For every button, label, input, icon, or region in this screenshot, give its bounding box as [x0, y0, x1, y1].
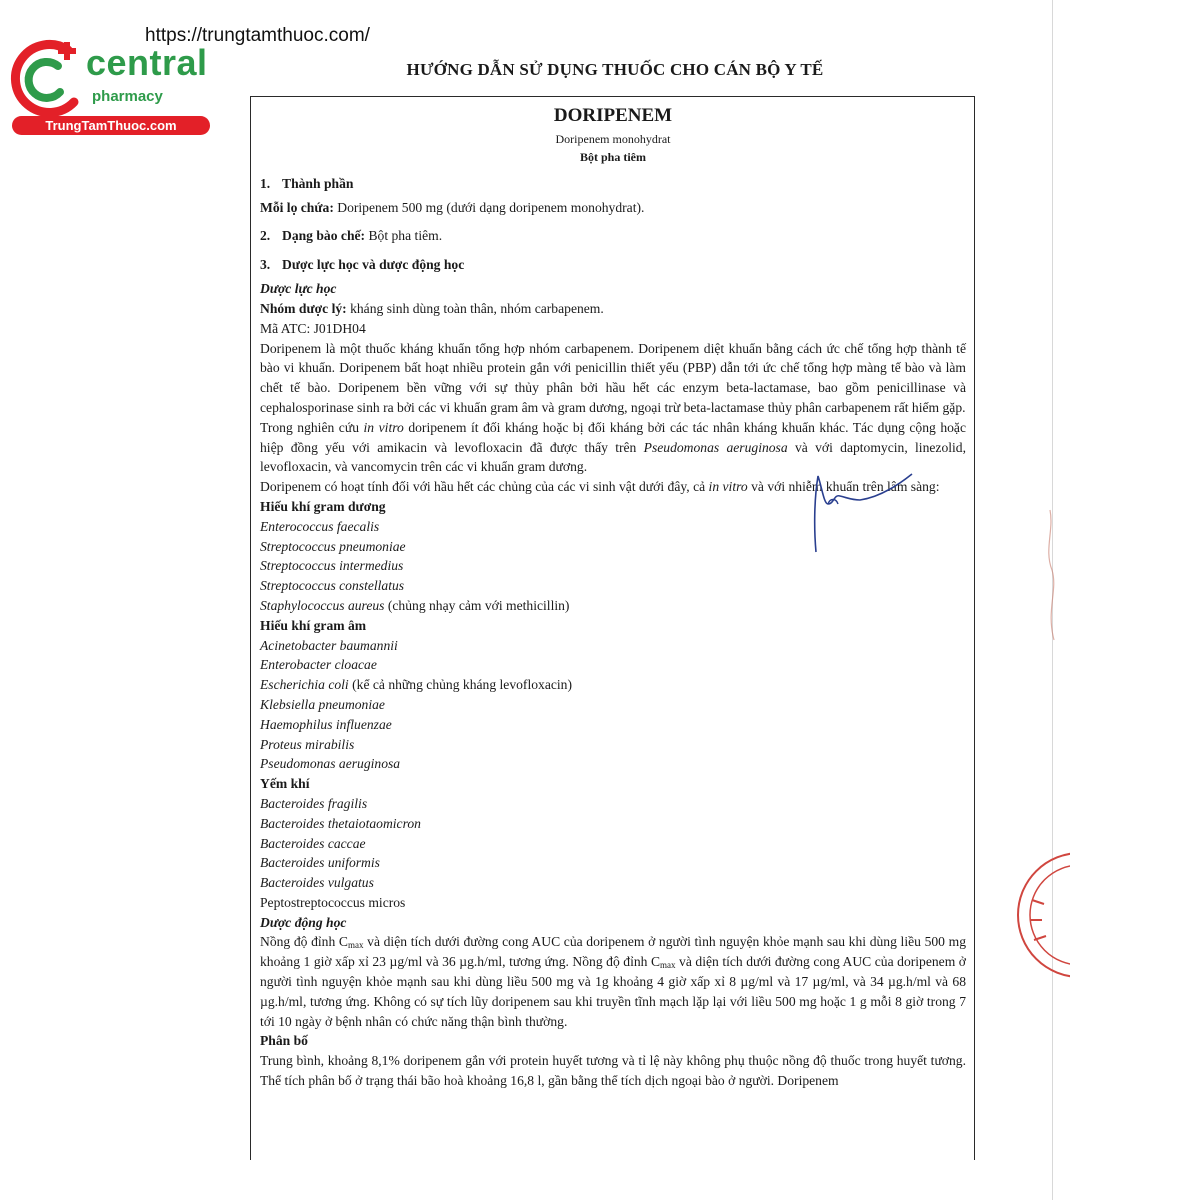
list-item: Proteus mirabilis — [260, 736, 355, 752]
stamp-icon — [1010, 840, 1070, 990]
list-item: Haemophilus influenzae — [260, 716, 392, 732]
list-item: Enterobacter cloacae — [260, 657, 377, 673]
list-item: Staphylococcus aureus (chủng nhạy cảm với methicillin) — [260, 597, 570, 613]
list-item: Klebsiella pneumoniae — [260, 696, 385, 712]
mechanism-paragraph: Doripenem là một thuốc kháng khuẩn tổng hợp nhóm carbapenem. Doripenem diệt khuẩn bằng cách ức chế tổng hợp thành tế bào vi khuẩn. Doripenem bất hoạt nhiều protein gắn với penicillin thiết yếu (PBP) dẫn tới ức chế tổng hợp màng tế bào và làm chết tế bào. Doripenem bền vững với sự thủy phân bởi hầu hết các enzym beta-lactamase, bao gồm penicillinase và cephalosporinase sinh ra bởi các vi khuẩn gram âm và gram dương, ngoại trừ beta-lactamase thủy phân carbapenem rất hiếm gặp. — [260, 340, 966, 415]
gram-negative-heading: Hiếu khí gram âm — [260, 617, 367, 633]
pharmacologic-group: Nhóm dược lý: kháng sinh dùng toàn thân, nhóm carbapenem. — [260, 300, 604, 316]
section-3-heading: 3. Dược lực học và dược động học — [260, 257, 465, 273]
gram-positive-heading: Hiếu khí gram dương — [260, 498, 386, 514]
list-item: Streptococcus intermedius — [260, 558, 404, 574]
in-vitro-paragraph: Trong nghiên cứu in vitro doripenem ít đối kháng hoặc bị đối kháng bởi các tác nhân kháng khuẩn khác. Tác dụng cộng hoặc hiệp đồng yếu với amikacin và levofloxacin đã được thấy trên Pseudomonas aeruginosa và với daptomycin, linezolid, levofloxacin, và vancomycin trên các vi khuẩn gram dương. — [260, 419, 966, 475]
section-2-heading: 2. Dạng bào chế: Bột pha tiêm. — [260, 227, 443, 243]
distribution-paragraph: Trung bình, khoảng 8,1% doripenem gắn với protein huyết tương và tỉ lệ này không phụ thuộc nồng độ thuốc trong huyết tương. Thể tích phân bố ở trạng thái bão hoà khoảng 16,8 l, gần bằng thể tích dịch ngoại bào ở người. Doripenem — [260, 1053, 966, 1089]
list-item: Streptococcus pneumoniae — [260, 538, 406, 554]
list-item: Acinetobacter baumannii — [260, 637, 398, 653]
composition-line: Mỗi lọ chứa: Doripenem 500 mg (dưới dạng doripenem monohydrat). — [260, 199, 645, 215]
drug-title: DORIPENEM — [553, 105, 673, 126]
atc-code: Mã ATC: J01DH04 — [260, 320, 366, 336]
list-item: Bacteroides vulgatus — [260, 875, 374, 891]
pharmacokinetics-heading: Dược động học — [260, 914, 347, 930]
anaerobes-heading: Yếm khí — [260, 776, 310, 792]
list-item: Bacteroides fragilis — [260, 795, 368, 811]
watermark-url: https://trungtamthuoc.com/ — [145, 25, 370, 46]
gram-negative-list — [260, 636, 966, 775]
list-item: Bacteroides caccae — [260, 835, 366, 851]
gram-positive-list — [260, 517, 966, 616]
leaflet-box — [250, 96, 975, 1160]
drug-subtitle: Doripenem monohydrat — [555, 132, 671, 146]
pharmacokinetics-paragraph: Nồng độ đỉnh $C_{max}$ và diện tích dưới đường cong AUC của doripenem ở người tình nguyện khỏe mạnh sau khi dùng liều 500 mg khoảng 1 giờ xấp xỉ 23 µg/ml và 36 µg.h/ml, tương ứng. Nồng độ đỉnh $C_{max}$ và diện tích dưới đường cong AUC của doripenem ở người tình nguyện khỏe mạnh sau khi dùng liều 500 mg và 1g khoảng 4 giờ xấp xỉ 8 µg/ml và 17 µg/ml, và 34 µg.h/ml và 68 µg.h/ml, tương ứng. Không có sự tích lũy doripenem sau khi truyền tĩnh mạch lặp lại với liều 500 mg hoặc 1 g mỗi 8 giờ trong 7 tới 10 ngày ở bệnh nhân có chức năng thận bình thường. — [260, 934, 966, 1029]
list-item: Bacteroides thetaiotaomicron — [260, 815, 421, 831]
activity-paragraph: Doripenem có hoạt tính đối với hầu hết các chủng của các vi sinh vật dưới đây, cả in vitro và với nhiễm khuẩn trên lâm sàng: — [260, 479, 940, 495]
list-item: Enterococcus faecalis — [260, 518, 380, 534]
margin-mark-icon — [1030, 500, 1070, 660]
dosage-form-line: Bột pha tiêm — [580, 150, 646, 164]
list-item: Bacteroides uniformis — [260, 855, 380, 871]
list-item: Escherichia coli (kể cả những chủng kháng levofloxacin) — [260, 677, 573, 693]
document-header: HƯỚNG DẪN SỬ DỤNG THUỐC CHO CÁN BỘ Y TẾ — [406, 60, 824, 79]
list-item: Streptococcus constellatus — [260, 578, 405, 594]
logo-brand-sub: pharmacy — [92, 88, 163, 105]
anaerobes-list — [260, 794, 966, 913]
list-item: Pseudomonas aeruginosa — [260, 756, 401, 772]
pharmacodynamics-heading: Dược lực học — [260, 281, 337, 297]
logo-site-pill: TrungTamThuoc.com — [12, 116, 210, 135]
section-1-heading: 1. Thành phần — [260, 176, 354, 191]
distribution-heading: Phân bố — [260, 1033, 308, 1049]
logo-brand: central — [86, 42, 208, 83]
list-item: Peptostreptococcus micros — [260, 894, 406, 910]
